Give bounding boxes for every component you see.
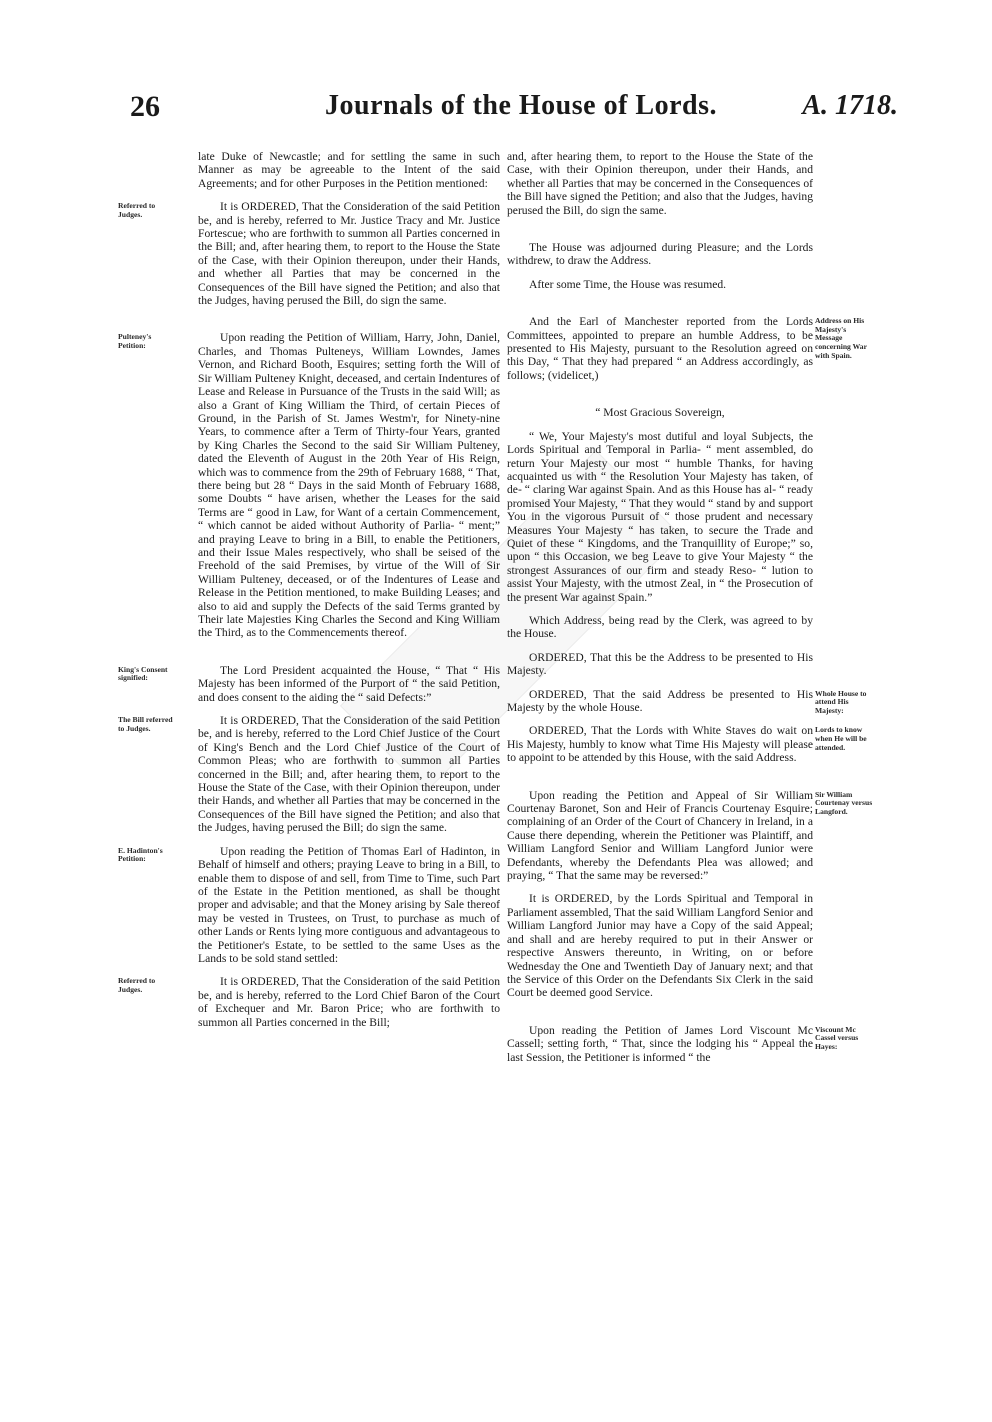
margin-note: Referred to Judges. [118,201,156,219]
journal-title: Journals of the House of Lords. [325,90,717,121]
paragraph-text: late Duke of Newcastle; and for settling the same in such Manner as may be agreeable to the Intent of the said Agreements; and for other Purposes in the Petition mentioned: [198,150,500,190]
paragraph [507,651,813,678]
paragraph-text: Which Address, being read by the Clerk, was agreed to by the House. [507,613,813,641]
paragraph [118,714,500,835]
paragraph [507,724,867,765]
paragraph-text: It is ORDERED, That the Consideration of the said Petition be, and is hereby, referred to the Lord Chief Baron of the Court of Exchequer and Mr. Baron Price; who are forthwith to summon all Parties concerned in the Bill; [198,975,500,1029]
margin-note: Lords to know when He will be attended. [815,725,867,752]
paragraph [507,278,813,291]
paragraph [118,200,500,308]
paragraph [507,687,867,715]
paragraph [198,150,500,190]
paragraph-text: It is ORDERED, That the Consideration of the said Petition be, and is hereby, referred to Mr. Justice Tracy and Mr. Justice Fortescue; who are forthwith to summon all Parties concerned in the Bill; and, after hearing them, to report to the House the State of the Case, with their Opinion thereupon, under their Hands, and whether all Parties that may be concerned in the Consequences of the Bill have signed the Petition; and also that the Judges, having perused the Bill, do sign the same. [198,200,500,308]
margin-note: Referred to Judges. [118,976,156,994]
paragraph-text: It is ORDERED, by the Lords Spiritual and Temporal in Parliament assembled, That the said William Langford Senior and William Langford Junior may have a Copy of the said Appeal; and shall and are hereby required to put in their Answer or respective Answers thereunto, in Writing, on or before Wednesday the One and Twentieth Day of January next; and that the Service of this Order on the Defendants Six Clerk in the said Court be deemed good Service. [507,892,813,1000]
paragraph-text: “ Most Gracious Sovereign, [595,406,725,420]
right-column [507,150,873,1074]
paragraph [118,663,500,704]
paragraph-text: Upon reading the Petition of James Lord Viscount Mc Cassell; setting forth, “ That, since the lodging his “ Appeal the last Session, the Petitioner is informed “ the [507,1023,813,1064]
margin-note: E. Hadinton's Petition: [118,845,163,864]
margin-note: Viscount Mc Cassel versus Hayes: [815,1024,859,1051]
paragraph-text: The House was adjourned during Pleasure; and the Lords withdrew, to draw the Address. [507,241,813,268]
paragraph-text: “ We, Your Majesty's most dutiful and loyal Subjects, the Lords Spiritual and Temporal in Parlia- “ ment assembled, do return Your Majesty our most “ humble Thanks, for having acquainted us with “ the Resolution Your Majesty has taken, of de- “ claring War against Spain. And as this House has al- “ ready promised Your Majesty, “ That they would “ stand by and support You in the vigorous Pursuit of “ those prudent and necessary Measures Your Majesty “ has taken, to secure the Trade and Quiet of these “ Kingdoms, and the Tranquillity of Europe;” so, upon “ this Occasion, we beg Leave to give Your Majesty “ the strongest Assurances of our firm and steady Reso- “ lution to assist Your Majesty, with the utmost Zeal, in “ the Prosecution of the present War against Spain.” [507,429,813,604]
paragraph [118,975,500,1029]
paragraph [507,788,873,883]
margin-note: King's Consent signified: [118,664,168,683]
paragraph-text: After some Time, the House was resumed. [529,277,727,291]
paragraph-text: ORDERED, That the Lords with White Staves do wait on His Majesty, humbly to know what Time His Majesty will please to appoint to be attended by this House, with the said Address. [507,724,813,765]
paragraph-text: Upon reading the Petition of Thomas Earl of Hadinton, in Behalf of himself and others; praying Leave to bring in a Bill, to enable them to dispose of and sell, from Time to Time, such Part of the Estate in the Petition mentioned, as shall be thought proper and advisable; and that the Money arising by Sale thereof may be vested in Trustees, on Trust, to purchase as much of other Lands or Rents lying more contiguous and advantageous to the Petitioner's Estate, to be settled to the same Uses as the Lands to be sold stand settled: [198,844,500,965]
page-number: 26 [130,90,160,123]
margin-note: Pulteney's Petition: [118,332,152,351]
paragraph-text: Upon reading the Petition and Appeal of Sir William Courtenay Baronet, Son and Heir of Francis Courtenay Esquire; complaining of an Order of the Court of Chancery in Ireland, in a Cause there depending, wherein the Petitioner was Plaintiff, and William Langford Senior and William Langford Junior were Defendants, whereby the Defendants Plea was allowed; and praying, “ That the same may be reversed:” [507,788,813,883]
paragraph [507,892,813,999]
paragraph [118,844,500,966]
paragraph [507,430,813,604]
paragraph [507,614,813,641]
paragraph [507,315,867,382]
paragraph-text: It is ORDERED, That the Consideration of the said Petition be, and is hereby, referred to the Lord Chief Justice of the Court of King's Bench and the Lord Chief Justice of the Court of Common Pleas; who are forthwith to summon all Parties concerned in the Bill; and, after hearing them, to report to the House the State of the Case, with their Opinion thereupon, under their Hands, and whether all Parties that may be concerned in the Consequences of the Bill have signed the Petition; and also that the Judges, having perused the Bill; do sign the same. [198,714,500,835]
paragraph [118,331,500,640]
margin-note: Sir William Courtenay versus Langford. [815,789,873,816]
left-column [118,150,500,1039]
paragraph [507,241,813,268]
paragraph-text: ORDERED, That this be the Address to be presented to His Majesty. [507,650,813,678]
paragraph [507,150,813,217]
margin-note: Whole House to attend His Majesty: [815,688,867,715]
margin-note: The Bill referred to Judges. [118,715,173,733]
paragraph-text: ORDERED, That the said Address be presented to His Majesty by the whole House. [507,687,813,714]
page-header [120,88,898,128]
paragraph-text: And the Earl of Manchester reported from the Lords Committees, appointed to prepare an humble Address, to be presented to His Majesty, pursuant to the Resolution agreed on this Day, “ That they had prepared “ an Address accordingly, as follows; (videlicet,) [507,315,813,382]
salutation [507,406,813,419]
journal-year: A. 1718. [802,90,898,121]
paragraph-text: The Lord President acquainted the House, “ That “ His Majesty has been informed of the Purport of “ the said Petition, and does consent to the aiding the “ said Defects:” [198,663,500,704]
margin-note: Address on His Majesty's Message concerning War with Spain. [815,316,867,360]
paragraph-text: Upon reading the Petition of William, Harry, John, Daniel, Charles, and Thomas Pulteneys, William Lowndes, James Vernon, and Richard Booth, Esquires; setting forth the Will of Sir William Pulteney Knight, deceased, and certain Indentures of Lease and Release in Pursuance of the Trusts in the said Will; as also a Grant of King William the Third, of certain Pieces of Ground, in the Parish of St. James Westm'r, for Ninety-nine Years, to commence after a Term of Thirty-four Years, granted by King Charles the Second to the said Sir William Pulteney, dated the Eleventh of August in the 20th Year of His Reign, which was to commence from the 29th of February 1688, “ That, there being but 28 “ Days in the said Month of February 1688, some Doubts “ have arisen, whether the Leases for the said Terms are “ good in Law, for Want of a certain Commencement, “ which cannot be aided without Authority of Parlia- “ ment;” and praying Leave to bring in a Bill, to enable the Petitioners, and their Issue Males respectively, who shall be seised of the Freehold of the said Premises, by virtue of the Will of Sir William Pulteney, deceased, or of the Indentures of Lease and Release in the Petition mentioned, to make Building Leases; and also to aid and supply the Defects of the said Terms granted by Their late Majesties King Charles the Second and King William the Third, as to the Commencements thereof. [198,331,500,640]
paragraph [507,1023,859,1064]
paragraph-text: and, after hearing them, to report to the House the State of the Case, with their Opinion thereupon, under their Hands, and whether all Parties that may be concerned in the Consequences of the Bill have signed the Petition; and also that the Judges, having perused the Bill, do sign the same. [507,150,813,217]
